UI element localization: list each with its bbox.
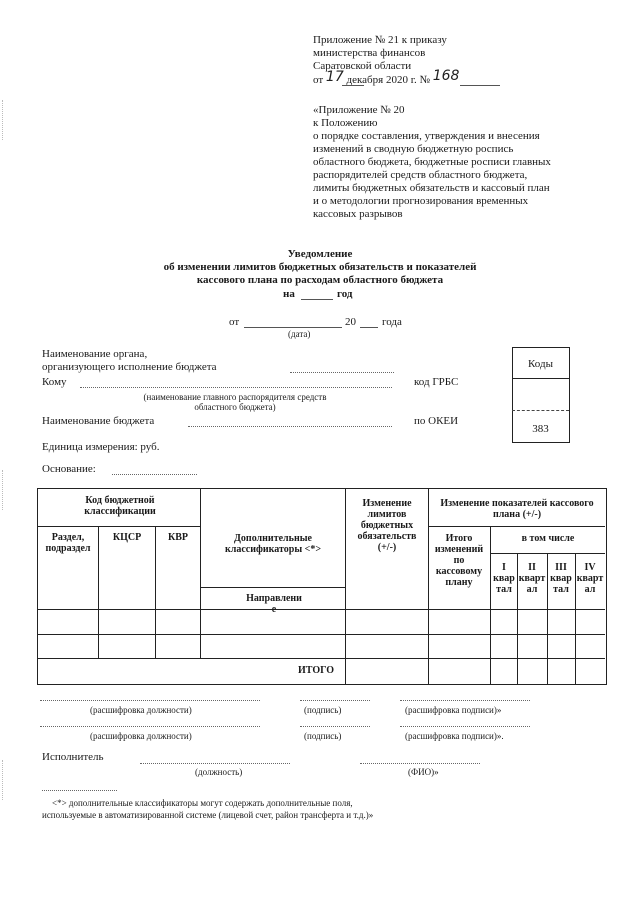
date-rest: декабря 2020 г. № xyxy=(346,74,430,86)
appendix-line-1: Приложение № 21 к приказу xyxy=(313,34,447,46)
quote-line-5: областного бюджета, бюджетные росписи главных xyxy=(313,156,551,168)
table-hline xyxy=(37,658,605,659)
header-limits: Изменение лимитов бюджетных обязательств (+/-) xyxy=(357,498,417,553)
footnote-line-1: <*> дополнительные классификаторы могут содержать дополнительные поля, xyxy=(52,798,353,808)
quote-line-8: и о методологии прогнозирования временных xyxy=(313,195,529,207)
table-vline xyxy=(98,526,99,658)
header-including: в том числе xyxy=(521,533,575,544)
table-hline xyxy=(37,609,605,610)
budget-label: Наименование бюджета xyxy=(42,415,155,427)
sign2-decode-line xyxy=(400,726,530,727)
total-row-label: ИТОГО xyxy=(298,665,334,676)
appendix-line-3: Саратовской области xyxy=(313,60,412,72)
codes-box-grbs-row xyxy=(512,410,569,411)
table-vline xyxy=(490,526,491,684)
scan-edge-mark xyxy=(2,470,3,510)
header-q4: IV квартал xyxy=(576,562,604,595)
year-blank-underline xyxy=(301,299,333,300)
doc-subtitle-2: кассового плана по расходам областного бюджета xyxy=(196,274,444,286)
date-day-underline xyxy=(342,85,364,86)
header-q1: I квартал xyxy=(493,562,515,595)
doc-subtitle-year-suffix: год xyxy=(337,288,353,300)
quote-line-9: кассовых разрывов xyxy=(313,208,403,220)
table-vline xyxy=(200,488,201,658)
header-kcsr: КЦСР xyxy=(112,532,142,543)
table-hline xyxy=(200,587,345,588)
sign1-sign-line xyxy=(300,700,370,701)
footnote-line-2: используемые в автоматизированной системе (лицевой счет, район трансферта и т.д.)» xyxy=(42,810,374,820)
sign1-sign-caption: (подпись) xyxy=(304,705,342,715)
sign2-position-line xyxy=(40,726,260,727)
header-q2: II квартал xyxy=(518,562,546,595)
handwritten-day: 17 xyxy=(325,69,344,85)
handwritten-order-number: 168 xyxy=(432,68,460,84)
unit-label: Единица измерения: руб. xyxy=(42,441,160,453)
scan-edge-mark xyxy=(2,100,3,140)
doc-subtitle-year-prefix: на xyxy=(283,288,295,300)
quote-line-6: распорядителей средств областного бюджета, xyxy=(313,169,528,181)
table-hline xyxy=(428,526,605,527)
header-direction: Направление xyxy=(246,593,302,615)
okei-label: по ОКЕИ xyxy=(414,415,459,427)
appendix-date-line xyxy=(313,68,460,87)
date-line-prefix: от xyxy=(229,316,240,328)
appendix-line-2: министерства финансов xyxy=(313,47,426,59)
executor-name-line xyxy=(360,763,480,764)
header-q3: III квартал xyxy=(550,562,572,595)
sign2-sign-line xyxy=(300,726,370,727)
header-additional: Дополнительные классификаторы <*> xyxy=(224,533,322,555)
codes-box-divider xyxy=(512,378,569,379)
sign1-decode-line xyxy=(400,700,530,701)
executor-name-caption: (ФИО)» xyxy=(408,767,439,777)
header-section: Раздел, подраздел xyxy=(45,532,91,554)
sign2-sign-caption: (подпись) xyxy=(304,731,342,741)
date-line-suffix: года xyxy=(382,316,402,328)
header-total-cash: Итого изменений по кассовому плану xyxy=(434,533,484,588)
organ-label-1: Наименование органа, xyxy=(42,348,148,360)
table-vline xyxy=(155,526,156,658)
quote-line-7: лимиты бюджетных обязательств и кассовый план xyxy=(313,182,550,194)
date-line-year-prefix: 20 xyxy=(345,316,356,328)
header-budget-class: Код бюджетной классификации xyxy=(84,495,156,517)
header-cash-plan: Изменение показателей кассового плана (+/-) xyxy=(440,498,594,520)
to-field-line xyxy=(80,387,392,388)
date-day-month-blank xyxy=(244,327,342,328)
table-hline xyxy=(37,634,605,635)
organ-label-2: организующего исполнение бюджета xyxy=(42,361,217,373)
table-hline xyxy=(490,553,605,554)
sign1-position-caption: (расшифровка должности) xyxy=(90,705,192,715)
header-kvr: КВР xyxy=(167,532,189,543)
date-prefix: от xyxy=(313,74,324,86)
okei-code-value: 383 xyxy=(532,423,549,435)
sign1-position-line xyxy=(40,700,260,701)
to-caption-1: (наименование главного распорядителя средств xyxy=(143,392,327,402)
date-year-blank xyxy=(360,327,378,328)
sign2-position-caption: (расшифровка должности) xyxy=(90,731,192,741)
grbs-label: код ГРБС xyxy=(414,376,459,388)
organ-field-line xyxy=(290,372,394,373)
scan-edge-mark xyxy=(2,760,3,800)
basis-label: Основание: xyxy=(42,463,96,475)
table-hline xyxy=(37,526,200,527)
codes-header: Коды xyxy=(528,358,553,370)
footnote-separator xyxy=(42,790,117,791)
executor-label: Исполнитель xyxy=(42,751,104,763)
table-vline xyxy=(345,488,346,684)
to-caption-2: областного бюджета) xyxy=(194,402,276,412)
sign1-decode-caption: (расшифровка подписи)» xyxy=(405,705,502,715)
executor-position-line xyxy=(140,763,290,764)
executor-position-caption: (должность) xyxy=(195,767,243,777)
order-number-underline xyxy=(460,85,500,86)
budget-field-line xyxy=(188,426,392,427)
basis-field-line xyxy=(112,474,197,475)
quote-line-4: изменений в сводную бюджетную роспись xyxy=(313,143,514,155)
to-label: Кому xyxy=(42,376,67,388)
quote-line-2: к Положению xyxy=(313,117,378,129)
quote-line-3: о порядке составления, утверждения и внесения xyxy=(313,130,540,142)
doc-title: Уведомление xyxy=(287,248,353,260)
table-vline xyxy=(428,488,429,684)
quote-line-1: «Приложение № 20 xyxy=(313,104,405,116)
doc-subtitle-1: об изменении лимитов бюджетных обязательств и показателей xyxy=(163,261,477,273)
sign2-decode-caption: (расшифровка подписи)». xyxy=(405,731,504,741)
date-caption: (дата) xyxy=(288,329,311,339)
